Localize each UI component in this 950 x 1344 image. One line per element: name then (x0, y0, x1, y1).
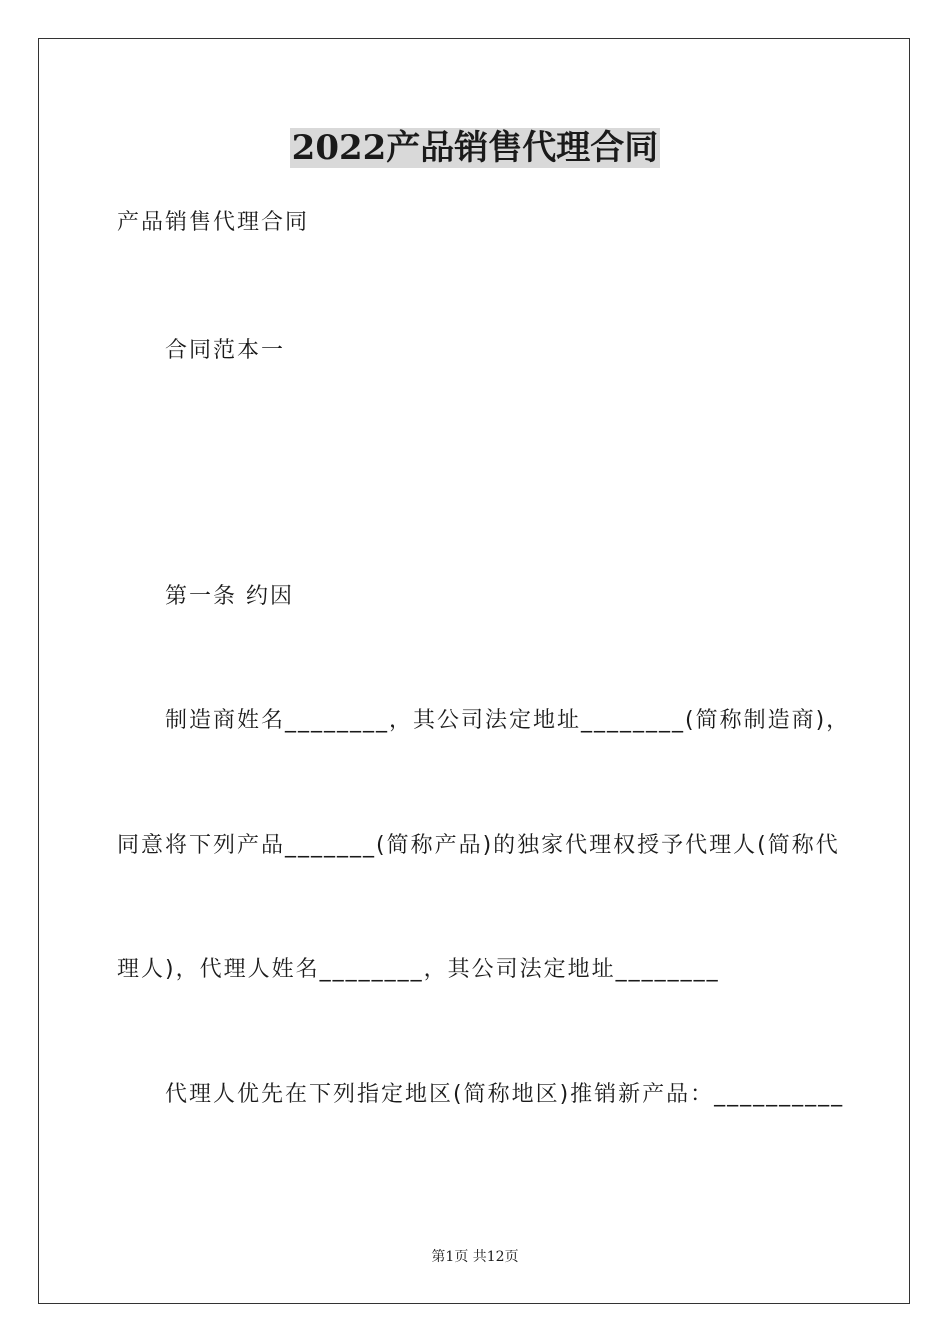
document-title (0, 124, 950, 172)
subtitle-line: 产品销售代理合同 (117, 210, 310, 235)
body-line-region: 代理人优先在下列指定地区(简称地区)推销新产品：__________ (165, 1082, 845, 1107)
article-heading: 第一条 约因 (165, 584, 294, 609)
body-line-agent: 理人)，代理人姓名________，其公司法定地址________ (117, 957, 720, 982)
page-footer (0, 1247, 950, 1267)
template-label: 合同范本一 (165, 338, 286, 363)
page-indicator: 第1页 共12页 (431, 1249, 519, 1265)
body-line-manufacturer: 制造商姓名________，其公司法定地址________(简称制造商)， (165, 708, 851, 733)
body-line-product: 同意将下列产品_______(简称产品)的独家代理权授予代理人(简称代 (117, 833, 840, 858)
document-title-text: 2022产品销售代理合同 (291, 128, 659, 168)
